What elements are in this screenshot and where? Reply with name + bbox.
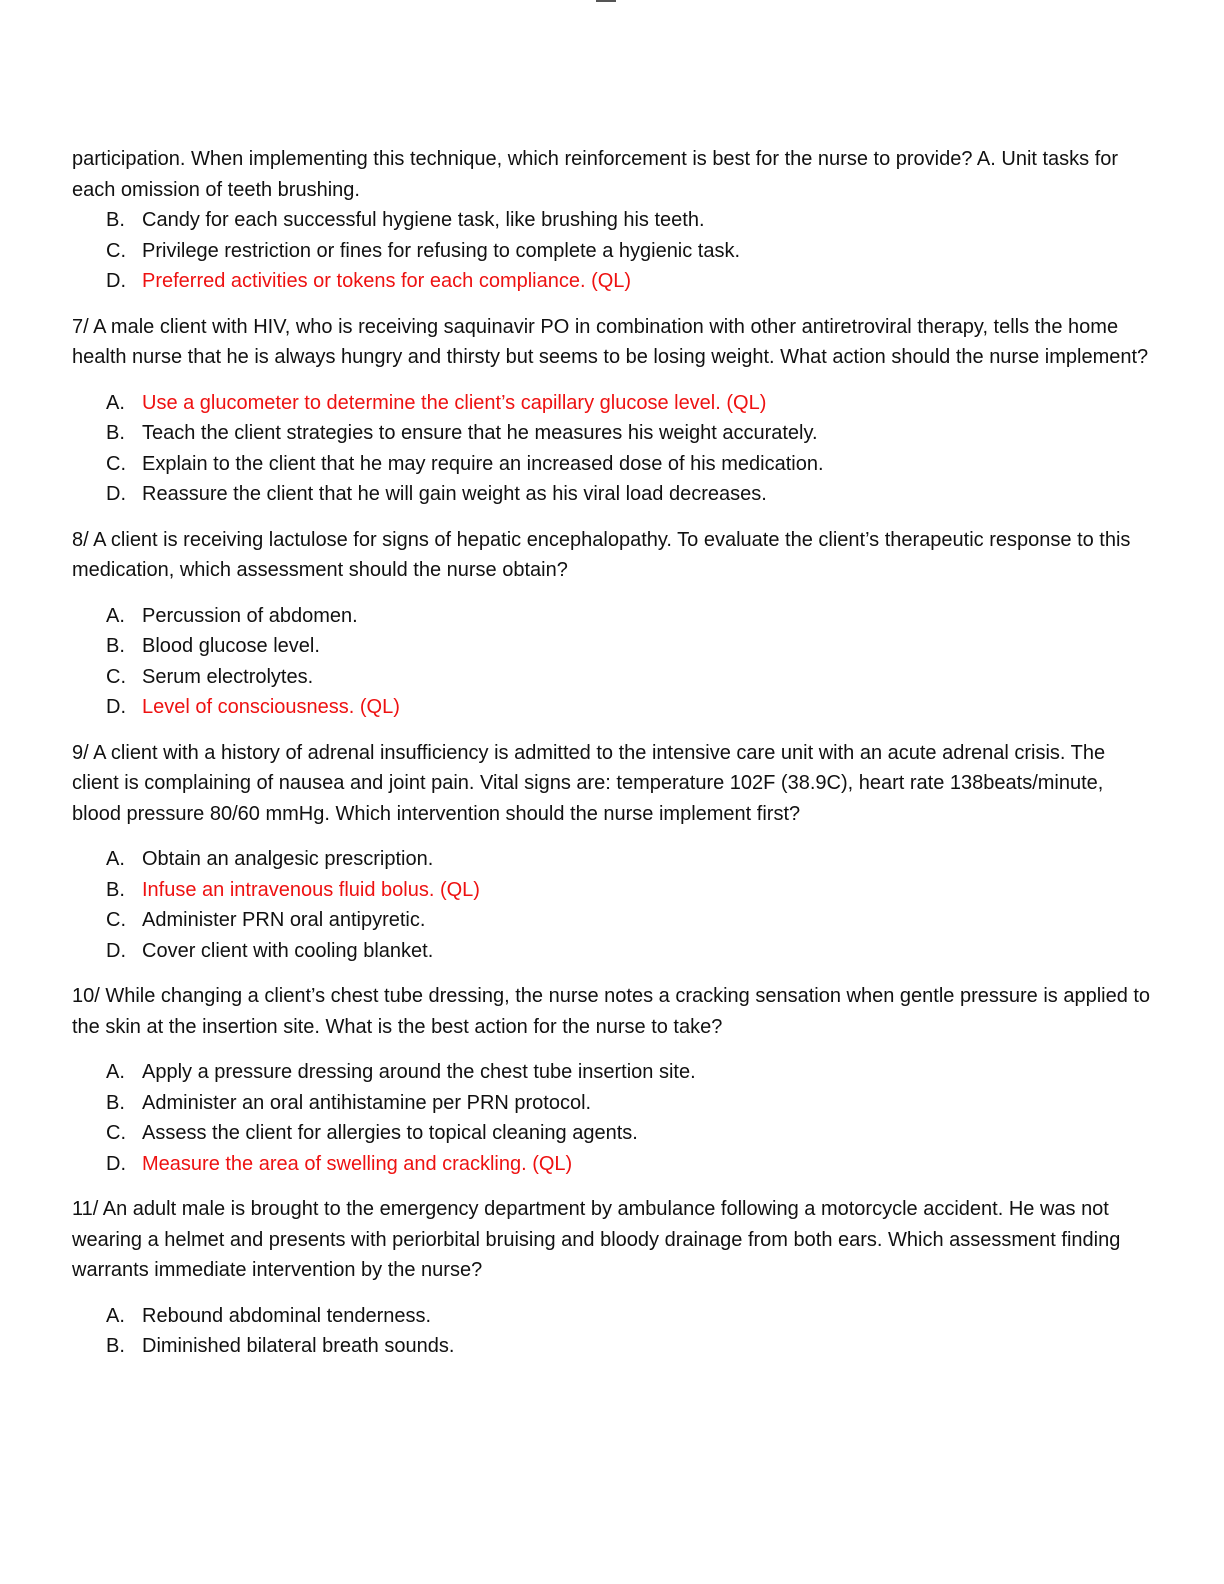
option-text: Preferred activities or tokens for each compliance. (QL) [142, 270, 632, 292]
option-text: Administer PRN oral antipyretic. [142, 909, 426, 931]
answer-option-correct [72, 388, 1152, 419]
option-letter: C. [106, 665, 126, 688]
option-letter: B. [106, 209, 125, 231]
question-options [72, 388, 1152, 510]
option-letter: D. [106, 696, 126, 718]
option-text: Level of consciousness. (QL) [142, 696, 400, 718]
option-text: Rebound abdominal tenderness. [142, 1304, 432, 1327]
option-letter: A. [106, 848, 125, 870]
option-text: Teach the client strategies to ensure that he measures his weight accurately. [142, 422, 818, 444]
answer-option [72, 631, 1152, 662]
option-text: Candy for each successful hygiene task, like brushing his teeth. [142, 209, 705, 231]
option-letter: C. [106, 239, 126, 262]
answer-option-correct [72, 875, 1152, 906]
question-6-options [72, 205, 1152, 297]
question-options [72, 844, 1152, 966]
option-letter: B. [106, 422, 125, 444]
answer-option-correct [72, 1149, 1152, 1180]
option-letter: D. [106, 270, 126, 292]
answer-option-correct [72, 692, 1152, 723]
option-text: Assess the client for allergies to topical cleaning agents. [142, 1122, 638, 1144]
question-options [72, 1057, 1152, 1179]
option-text: Percussion of abdomen. [142, 604, 358, 627]
question-options [72, 601, 1152, 723]
header-mark [596, 0, 616, 2]
answer-option [72, 236, 1152, 267]
answer-option [72, 418, 1152, 449]
option-letter: D. [106, 1152, 126, 1175]
option-text: Use a glucometer to determine the client’s capillary glucose level. (QL) [142, 391, 767, 414]
option-letter: C. [106, 1122, 126, 1144]
answer-option [72, 1301, 1152, 1332]
option-text: Administer an oral antihistamine per PRN protocol. [142, 1091, 592, 1114]
answer-option [72, 844, 1152, 875]
document-page [72, 144, 1152, 1377]
option-text: Reassure the client that he will gain weight as his viral load decreases. [142, 483, 767, 505]
option-text: Obtain an analgesic prescription. [142, 848, 434, 870]
answer-option [72, 1331, 1152, 1362]
answer-option [72, 1088, 1152, 1119]
option-letter: C. [106, 909, 126, 931]
option-text: Measure the area of swelling and crackling. (QL) [142, 1152, 573, 1175]
option-letter: B. [106, 635, 125, 657]
answer-option [72, 601, 1152, 632]
answer-option [72, 662, 1152, 693]
option-letter: A. [106, 1061, 125, 1083]
question-stem: 7/ A male client with HIV, who is receiving saquinavir PO in combination with other antiretroviral therapy, tells the home health nurse that he is always hungry and thirsty but seems to be losing weight. What action should the nurse implement? [72, 315, 1149, 368]
answer-option [72, 449, 1152, 480]
option-text: Privilege restriction or fines for refusing to complete a hygienic task. [142, 239, 741, 262]
option-text: Explain to the client that he may require an increased dose of his medication. [142, 452, 824, 475]
option-letter: A. [106, 1304, 125, 1327]
answer-option [72, 479, 1152, 510]
answer-option-correct [72, 266, 1152, 297]
question-6-continuation: participation. When implementing this technique, which reinforcement is best for the nurse to provide? A. Unit tasks for each omission of teeth brushing. [72, 148, 1119, 201]
question-stem: 9/ A client with a history of adrenal insufficiency is admitted to the intensive care unit with an acute adrenal crisis. The client is complaining of nausea and joint pain. Vital signs are: temperature 102F (38.9C), heart rate 138beats/minute, blood pressure 80/60 mmHg. Which intervention should the nurse implement first? [72, 741, 1106, 825]
question-options [72, 1301, 1152, 1362]
option-text: Apply a pressure dressing around the chest tube insertion site. [142, 1061, 696, 1083]
option-letter: B. [106, 1091, 125, 1114]
option-text: Cover client with cooling blanket. [142, 939, 434, 962]
answer-option [72, 1057, 1152, 1088]
answer-option [72, 936, 1152, 967]
question-stem: 11/ An adult male is brought to the emergency department by ambulance following a motorcycle accident. He was not wearing a helmet and presents with periorbital bruising and bloody drainage from both ears. Which assessment finding warrants immediate intervention by the nurse? [72, 1198, 1121, 1281]
option-text: Blood glucose level. [142, 635, 320, 657]
option-text: Infuse an intravenous fluid bolus. (QL) [142, 878, 480, 901]
option-letter: D. [106, 483, 126, 505]
option-letter: B. [106, 1335, 125, 1357]
option-letter: A. [106, 391, 125, 414]
option-letter: D. [106, 939, 126, 962]
answer-option [72, 205, 1152, 236]
option-text: Diminished bilateral breath sounds. [142, 1335, 455, 1357]
question-stem: 10/ While changing a client’s chest tube dressing, the nurse notes a cracking sensation when gentle pressure is applied to the skin at the insertion site. What is the best action for the nurse to take? [72, 985, 1151, 1038]
questions-list [72, 312, 1152, 1362]
answer-option [72, 905, 1152, 936]
option-letter: C. [106, 452, 126, 475]
option-text: Serum electrolytes. [142, 665, 314, 688]
option-letter: A. [106, 604, 125, 627]
question-stem: 8/ A client is receiving lactulose for signs of hepatic encephalopathy. To evaluate the client’s therapeutic response to this medication, which assessment should the nurse obtain? [72, 528, 1131, 581]
option-letter: B. [106, 878, 125, 901]
answer-option [72, 1118, 1152, 1149]
